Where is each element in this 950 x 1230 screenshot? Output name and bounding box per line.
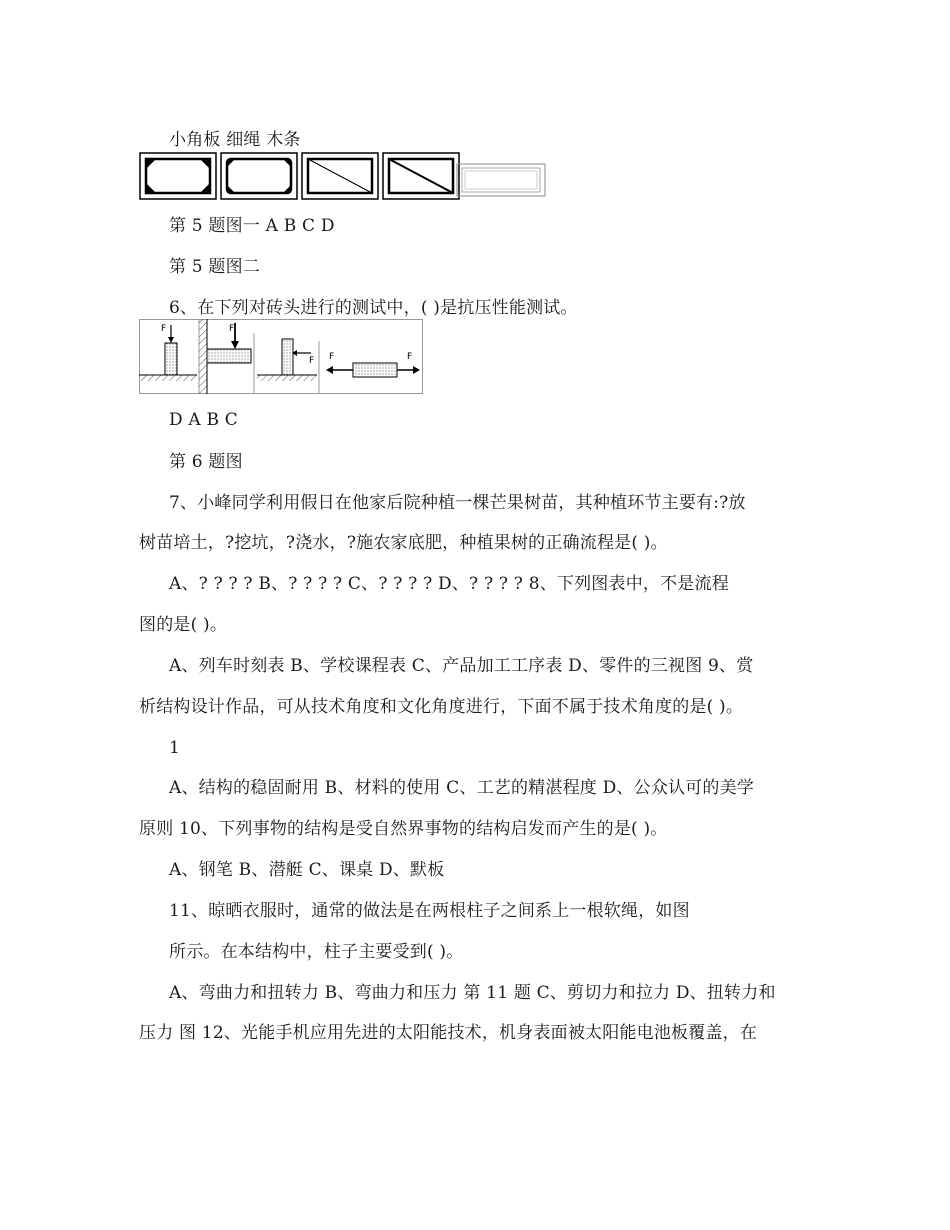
text-line: A、结构的稳固耐用 B、材料的使用 C、工艺的精湛程度 D、公众认可的美学	[169, 778, 755, 798]
text-line: 小角板 细绳 木条	[169, 130, 301, 150]
text-line: A、钢笔 B、潜艇 C、课桌 D、默板	[169, 860, 445, 880]
text-line: A、列车时刻表 B、学校课程表 C、产品加工工序表 D、零件的三视图 9、赏	[169, 656, 754, 676]
text-line: D A B C	[169, 410, 239, 430]
text-line: 第 5 题图一 A B C D	[169, 216, 335, 236]
page-number: 1	[169, 738, 181, 758]
text-line: 析结构设计作品，可从技术角度和文化角度进行，下面不属于技术角度的是( )。	[139, 697, 744, 717]
force-label: F	[229, 324, 235, 334]
force-label: F	[309, 356, 315, 366]
force-label: F	[161, 324, 167, 334]
text-line: A、弯曲力和扭转力 B、弯曲力和压力 第 11 题 C、剪切力和拉力 D、扭转力和	[169, 983, 776, 1003]
text-line: 压力 图 12、光能手机应用先进的太阳能技术，机身表面被太阳能电池板覆盖，在	[139, 1023, 758, 1043]
force-label: F	[407, 352, 413, 362]
text-line: 6、在下列对砖头进行的测试中，( )是抗压性能测试。	[169, 298, 578, 318]
text-line: A、? ? ? ? B、? ? ? ? C、? ? ? ? D、? ? ? ? 8、下列图表中，不是流程	[169, 574, 729, 594]
text-line: 图的是( )。	[139, 615, 228, 635]
text-line: 7、小峰同学利用假日在他家后院种植一棵芒果树苗，其种植环节主要有:?放	[169, 493, 746, 513]
question-5-figure	[139, 152, 547, 200]
text-line: 第 5 题图二	[169, 257, 261, 277]
text-line: 11、晾晒衣服时，通常的做法是在两根柱子之间系上一根软绳，如图	[169, 901, 690, 921]
text-line: 所示。在本结构中，柱子主要受到( )。	[169, 942, 464, 962]
force-label: F	[329, 352, 335, 362]
question-6-figure	[139, 319, 423, 394]
text-line: 树苗培土，?挖坑，?浇水，?施农家底肥，种植果树的正确流程是( )。	[139, 533, 668, 553]
text-line: 第 6 题图	[169, 452, 243, 472]
text-line: 原则 10、下列事物的结构是受自然界事物的结构启发而产生的是( )。	[139, 819, 668, 839]
